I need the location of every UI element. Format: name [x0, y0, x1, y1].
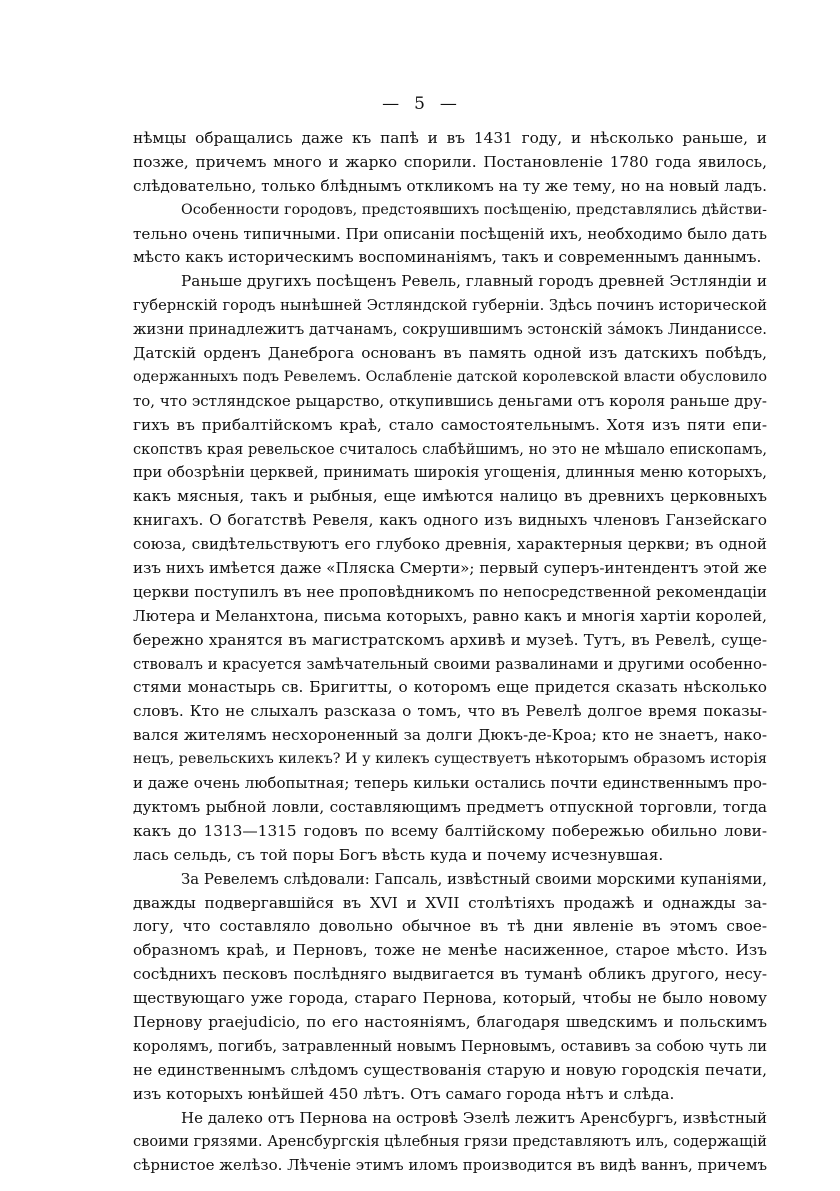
- text-line: дважды подвергавшійся въ XVI и XVII столѣтіяхъ продажѣ и однажды за-: [133, 893, 767, 912]
- text-line: и даже очень любопытная; теперь кильки остались почти единственнымъ про-: [133, 774, 767, 793]
- text-line: словъ. Кто не слыхалъ разсказа о томъ, что въ Ревелѣ долгое время показы-: [133, 702, 767, 721]
- text-line: Лютера и Меланхтона, письма которыхъ, равно какъ и многія хартіи королей,: [133, 606, 767, 625]
- text-line: жизни принадлежитъ датчанамъ, сокрушившимъ эстонскій зáмокъ Линданиссе.: [133, 321, 767, 339]
- text-line: сѣрнистое желѣзо. Лѣченіе этимъ иломъ производится въ видѣ ваннъ, причемъ: [133, 1156, 767, 1175]
- text-line: слѣдовательно, только блѣднымъ откликомъ на ту же тему, но на новый ладъ.: [133, 176, 767, 195]
- page-number: [0, 94, 840, 114]
- text-line: королямъ, погибъ, затравленный новымъ Перновымъ, оставивъ за собою чуть ли: [133, 1037, 767, 1055]
- dash-right: —: [439, 94, 458, 114]
- text-line: дуктомъ рыбной ловли, составляющимъ предметъ отпускной торговли, тогда: [133, 797, 767, 816]
- paragraph: [133, 1107, 767, 1179]
- text-line: стями монастырь св. Бригитты, о которомъ еще придется сказать нѣсколько: [133, 678, 767, 697]
- text-line: вался жителямъ несхороненный за долги Дюкъ-де-Кроа; кто не знаетъ, нако-: [133, 726, 767, 745]
- text-line: своими грязями. Аренсбургскія цѣлебныя грязи представляютъ илъ, содержащій: [133, 1133, 767, 1151]
- text-line: Раньше другихъ посѣщенъ Ревель, главный городъ древней Эстляндіи и: [181, 272, 767, 291]
- text-line: нѣмцы обращались даже къ папѣ и въ 1431 году, и нѣсколько раньше, и: [133, 129, 767, 147]
- text-line: логу, что составляло довольно обычное въ тѣ дни явленіе въ этомъ свое-: [133, 917, 767, 936]
- paragraph: [133, 127, 767, 199]
- paragraph: [133, 199, 767, 271]
- text-line: Не далеко отъ Пернова на островѣ Эзелѣ лежитъ Аренсбургъ, извѣстный: [181, 1108, 767, 1127]
- text-line: ствовалъ и красуется замѣчательный своими развалинами и другими особенно-: [133, 654, 767, 673]
- text-line: какъ до 1313—1315 годовъ по всему балтійскому побережью обильно лови-: [133, 821, 767, 840]
- text-line: изъ нихъ имѣется даже «Пляска Смерти»; первый суперъ-интендентъ этой же: [133, 559, 767, 578]
- paragraph: [133, 270, 767, 867]
- body-text: [133, 127, 767, 1178]
- dash-left: —: [382, 94, 401, 114]
- text-line: позже, причемъ много и жарко спорили. Постановленіе 1780 года явилось,: [133, 152, 767, 171]
- text-line: какъ мясныя, такъ и рыбныя, еще имѣются налицо въ древнихъ церковныхъ: [133, 487, 767, 506]
- text-line: За Ревелемъ слѣдовали: Гапсаль, извѣстный своими морскими купаніями,: [181, 870, 767, 888]
- text-line: то, что эстляндское рыцарство, откупившись деньгами отъ короля раньше дру-: [133, 391, 767, 410]
- text-line: гихъ въ прибалтійскомъ краѣ, стало самостоятельнымъ. Хотя изъ пяти епи-: [133, 415, 767, 434]
- text-line: ществующаго уже города, стараго Пернова, который, чтобы не было новому: [133, 989, 767, 1008]
- text-line: губернскій городъ нынѣшней Эстляндской губерніи. Здѣсь починъ исторической: [133, 297, 767, 315]
- text-line: тельно очень типичными. При описаніи посѣщеній ихъ, необходимо было дать: [133, 224, 767, 243]
- text-line: церкви поступилъ въ нее проповѣдникомъ по непосредственной рекомендаціи: [133, 582, 767, 601]
- text-line: изъ которыхъ юнѣйшей 450 лѣтъ. Отъ самаго города нѣтъ и слѣда.: [133, 1084, 675, 1103]
- text-line: Особенности городовъ, предстоявшихъ посѣщенію, представлялись дѣйстви-: [181, 201, 767, 218]
- text-line: Датскій орденъ Данеброга основанъ въ память одной изъ датскихъ побѣдъ,: [133, 344, 767, 363]
- text-line: не единственнымъ слѣдомъ существованія старую и новую городскія печати,: [133, 1060, 767, 1079]
- text-line: лась сельдь, съ той поры Богъ вѣсть куда и почему исчезнувшая.: [133, 845, 664, 864]
- text-line: бережно хранятся въ магистратскомъ архивѣ и музеѣ. Тутъ, въ Ревелѣ, суще-: [133, 630, 767, 649]
- text-line: при обозрѣніи церквей, принимать широкія угощенія, длинныя меню которыхъ,: [133, 463, 767, 482]
- text-line: одержанныхъ подъ Ревелемъ. Ослабленіе датской королевской власти обусловило: [133, 368, 767, 385]
- text-line: нецъ, ревельскихъ килекъ? И у килекъ существуетъ нѣкоторымъ образомъ исторія: [133, 751, 767, 768]
- page-number-value: 5: [414, 94, 426, 114]
- text-line: Пернову praejudicio, по его настояніямъ, благодаря шведскимъ и польскимъ: [133, 1012, 767, 1031]
- text-line: образномъ краѣ, и Перновъ, тоже не менѣе насиженное, старое мѣсто. Изъ: [133, 941, 767, 960]
- text-line: союза, свидѣтельствуютъ его глубоко древнія, характерныя церкви; въ одной: [133, 535, 767, 554]
- text-line: скопствъ края ревельское считалось слабѣйшимъ, но это не мѣшало епископамъ,: [133, 440, 767, 458]
- paragraph: [133, 868, 767, 1107]
- text-line: сосѣднихъ песковъ послѣдняго выдвигается въ туманѣ обликъ другого, несу-: [133, 965, 767, 984]
- text-line: книгахъ. О богатствѣ Ревеля, какъ одного изъ видныхъ членовъ Ганзейскаго: [133, 511, 767, 530]
- text-line: мѣсто какъ историческимъ воспоминаніямъ, такъ и современнымъ даннымъ.: [133, 248, 762, 267]
